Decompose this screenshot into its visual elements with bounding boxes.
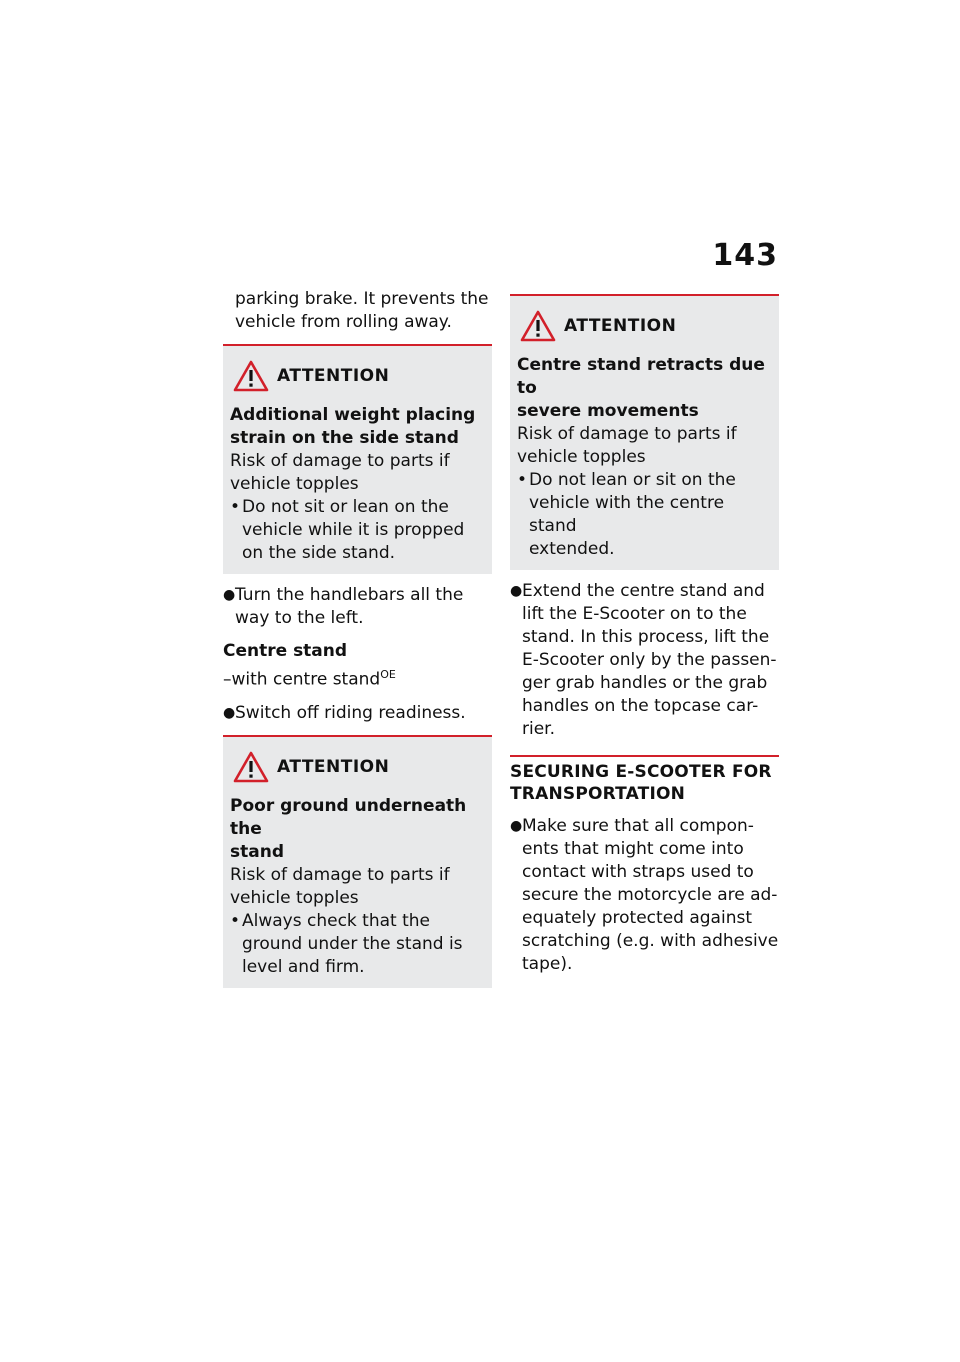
text-line: Make sure that all compon- (522, 816, 754, 836)
warning-triangle-icon (520, 310, 556, 342)
text-line: lift the E-Scooter on to the (522, 604, 747, 624)
attention-label: ATTENTION (277, 366, 390, 386)
attention-label: ATTENTION (564, 316, 677, 336)
text-line: ground under the stand is (242, 933, 463, 954)
warning-text: vehicle topples (230, 887, 359, 908)
oe-marker: OE (380, 668, 396, 681)
text-line: ger grab handles or the grab (522, 673, 768, 693)
right-column (510, 284, 779, 976)
text-line: equately protected against (522, 908, 752, 928)
page-number: 143 (712, 238, 778, 273)
bullet-dot-icon: ● (223, 704, 236, 721)
attention-label: ATTENTION (277, 756, 390, 777)
bullet-dot-icon: ● (510, 583, 523, 599)
text-line: Turn the handlebars all the (235, 585, 464, 605)
warning-text: vehicle topples (230, 474, 359, 494)
attention-box-side-stand (223, 344, 492, 574)
step-turn-handlebars (223, 584, 492, 630)
warning-title: Additional weight placing (230, 405, 476, 425)
text-line: secure the motorcycle are ad- (522, 885, 778, 905)
attention-header (230, 360, 485, 392)
text-line: Switch off riding readiness. (235, 702, 466, 723)
text-line: on the side stand. (242, 543, 396, 563)
warning-title: stand (230, 841, 284, 862)
text-line: E-Scooter only by the passen- (522, 650, 777, 670)
text-line: Do not sit or lean on the (242, 497, 449, 517)
heading-line: SECURING E-SCOOTER FOR (510, 762, 772, 782)
step-extend-centre-stand (510, 580, 779, 741)
text-line: contact with straps used to (522, 862, 754, 882)
attention-box-centre-stand (510, 294, 779, 570)
warning-text: Risk of damage to parts if (230, 864, 450, 885)
condition-text: –with centre stand (223, 669, 381, 690)
warning-bullet (517, 469, 772, 561)
subheading-centre-stand: Centre stand (223, 641, 348, 661)
warning-title: strain on the side stand (230, 428, 459, 448)
warning-triangle-icon (233, 360, 269, 392)
warning-text: Risk of damage to parts if (517, 424, 737, 444)
warning-title: Centre stand retracts due to (517, 355, 765, 398)
text-line: vehicle while it is propped (242, 520, 465, 540)
bullet-dot-icon: ● (510, 818, 523, 834)
text-line: Do not lean or sit on the (529, 470, 736, 490)
text-line: extended. (529, 539, 615, 559)
text-line: ents that might come into (522, 839, 744, 859)
bullet-dot-icon: • (230, 497, 241, 517)
warning-triangle-icon (233, 751, 269, 783)
text-line: stand. In this process, lift the (522, 627, 770, 647)
section-heading-securing (510, 755, 779, 805)
attention-box-poor-ground (223, 735, 492, 988)
warning-title: severe movements (517, 401, 699, 421)
text-line: way to the left. (235, 608, 364, 628)
text-line: rier. (522, 719, 556, 739)
bullet-dot-icon: • (517, 470, 528, 490)
text-line: Extend the centre stand and (522, 581, 765, 601)
heading-line: TRANSPORTATION (510, 784, 686, 804)
bullet-dot-icon: ● (223, 587, 236, 603)
warning-text: Risk of damage to parts if (230, 451, 450, 471)
intro-paragraph (223, 288, 492, 334)
text-line: handles on the topcase car- (522, 696, 759, 716)
text-line: vehicle with the centre stand (529, 493, 725, 536)
step-switch-off (223, 702, 492, 725)
text-line: level and firm. (242, 956, 365, 977)
attention-header (517, 310, 772, 342)
text-line: vehicle from rolling away. (235, 312, 452, 332)
warning-text: vehicle topples (517, 447, 646, 467)
text-line: parking brake. It prevents the (235, 289, 489, 309)
warning-bullet (230, 496, 485, 565)
left-column (223, 288, 492, 988)
attention-header (230, 751, 485, 783)
text-line: scratching (e.g. with adhesive (522, 931, 779, 951)
text-line: tape). (522, 954, 573, 974)
warning-bullet (230, 910, 485, 979)
text-line: Always check that the (242, 910, 430, 931)
step-protect-components (510, 815, 779, 976)
bullet-dot-icon: • (230, 910, 241, 931)
condition-line (223, 663, 492, 692)
warning-title: Poor ground underneath the (230, 795, 467, 839)
